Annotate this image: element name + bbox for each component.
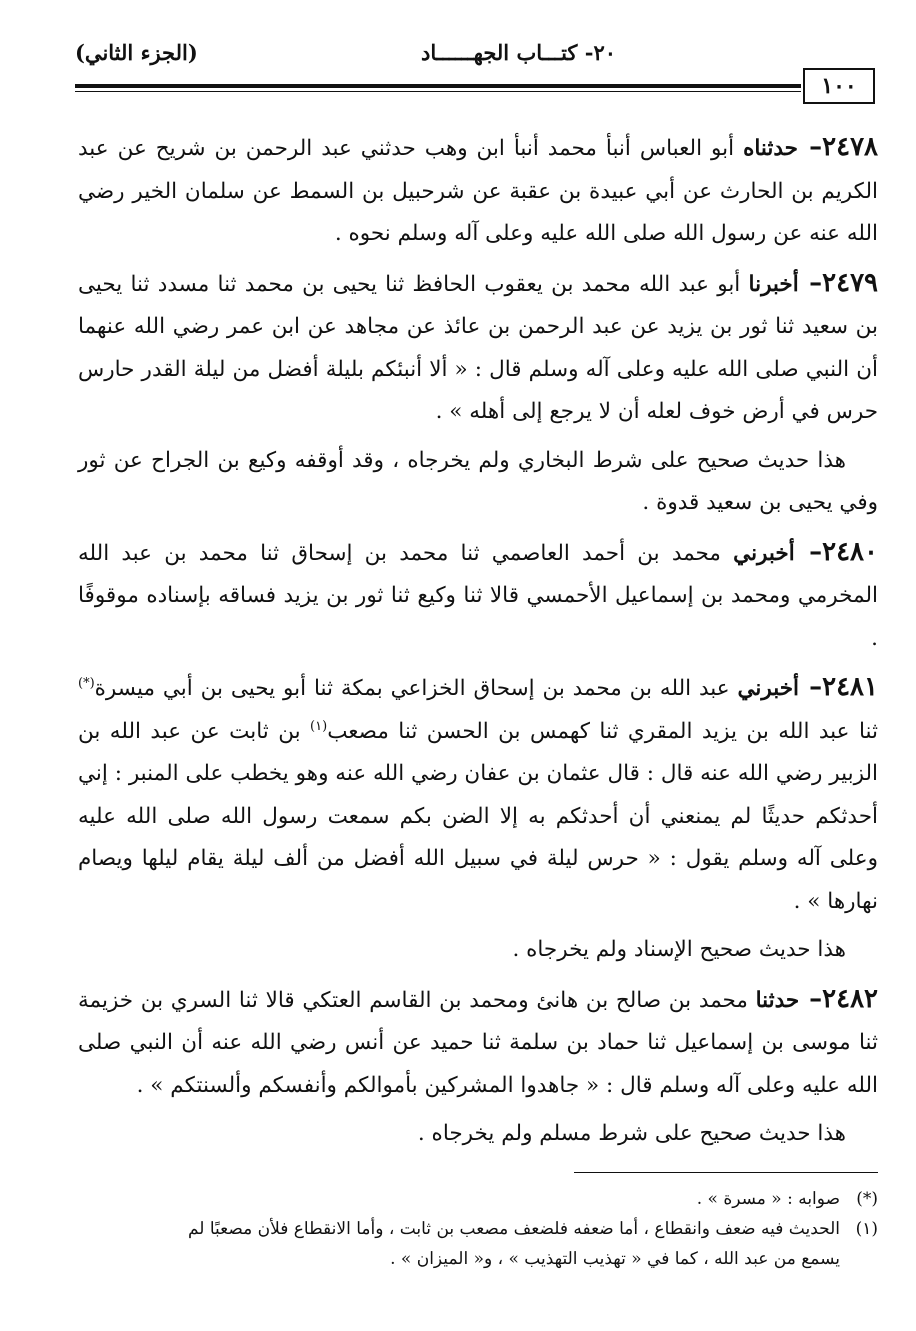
hadith-verdict: هذا حديث صحيح على شرط مسلم ولم يخرجاه . xyxy=(417,1121,846,1146)
hadith-entry: ٢٤٧٨– حدثناه أبو العباس أنبأ محمد أنبأ ابن وهب حدثني عبد الرحمن بن شريح عن عبد الكريم بن الحارث عن أبي عبيدة بن عقبة عن شرحبيل بن السمط عن سلمان الخير رضي الله عنه عن رسول الله صلى الله عليه وعلى آله وسلم نحوه . xyxy=(78,132,878,246)
hadith-verdict: هذا حديث صحيح الإسناد ولم يخرجاه . xyxy=(512,937,846,962)
header-rule-thin xyxy=(75,91,801,92)
chapter-title: ٢٠- كتـــاب الجهــــــاد xyxy=(421,40,616,65)
hadith-text-part: بن ثابت عن عبد الله بن الزبير رضي الله عنه قال : قال عثمان بن عفان رضي الله عنه وهو يخطب على المنبر : إني أحدثكم حديثًا لم يمنعني أن أحدثكم به إلا الضن بكم سمعت رسول الله صلى الله عليه وعلى آله وسلم يقول : « حرس ليلة في سبيل الله أفضل من ألف ليلة يقام ليلها ويصام نهارها » . xyxy=(78,718,878,914)
footnote-text: صوابه : « مسرة » . xyxy=(696,1189,840,1209)
footnotes xyxy=(78,1184,878,1274)
footnote-text: الحديث فيه ضعف وانقطاع ، أما ضعفه فلضعف مصعب بن ثابت ، وأما الانقطاع فلأن مصعبًا لم xyxy=(187,1219,840,1239)
footnote-marker: (*) xyxy=(856,1189,878,1209)
hadith-number: ٢٤٧٩ xyxy=(822,267,878,298)
hadith-number: ٢٤٧٨ xyxy=(822,132,878,162)
hadith-number: ٢٤٨٠ xyxy=(822,536,878,567)
hadith-number: ٢٤٨٢ xyxy=(822,983,878,1014)
footnote-marker: (١) xyxy=(310,718,328,734)
transmission-verb: حدثناه xyxy=(743,136,798,161)
hadith-text: محمد بن أحمد العاصمي ثنا محمد بن إسحاق ثنا محمد بن عبد الله المخرمي ومحمد بن إسماعيل الأحمسي قالا ثنا وكيع ثنا ثور بن يزيد فساقه بإسناده موقوفًا . xyxy=(78,540,878,651)
header-rule-thick xyxy=(75,84,801,88)
volume-label: (الجزء الثاني) xyxy=(75,40,198,65)
footnote-continuation: يسمع من عبد الله ، كما في « تهذيب التهذيب » ، و« الميزان » . xyxy=(390,1249,840,1269)
hadith-entry: ٢٤٨٠– أخبرني محمد بن أحمد العاصمي ثنا محمد بن إسحاق ثنا محمد بن عبد الله المخرمي ومحمد بن إسماعيل الأحمسي قالا ثنا وكيع ثنا ثور بن يزيد فساقه بإسناده موقوفًا . xyxy=(78,536,878,651)
hadith-entry: ٢٤٨١– أخبرني عبد الله بن محمد بن إسحاق الخزاعي بمكة ثنا أبو يحيى بن أبي ميسرة(*) ثنا عبد الله بن يزيد المقري ثنا كهمس بن الحسن ثنا مصعب$^{(١)}$ بن ثابت عن عبد الله بن الزبير رضي الله عنه قال : قال عثمان بن عفان رضي الله عنه وهو يخطب على المنبر : إني أحدثكم حديثًا لم يمنعني أن أحدثكم به إلا الضن بكم سمعت رسول الله صلى الله عليه وعلى آله وسلم يقول : « حرس ليلة في سبيل الله أفضل من ألف ليلة يقام ليلها ويصام نهارها » . xyxy=(78,672,878,914)
hadith-number: ٢٤٨١ xyxy=(822,672,878,702)
footnote xyxy=(78,1214,878,1244)
hadith-text: أبو العباس أنبأ محمد أنبأ ابن وهب حدثني عبد الرحمن بن شريح عن عبد الكريم بن الحارث عن أبي عبيدة بن عقبة عن شرحبيل بن السمط عن سلمان الخير رضي الله عنه عن رسول الله صلى الله عليه وعلى آله وسلم نحوه . xyxy=(78,136,878,246)
running-header xyxy=(75,40,878,72)
page-number-box xyxy=(803,68,875,104)
hadith-text: أبو عبد الله محمد بن يعقوب الحافظ ثنا يحيى بن محمد ثنا مسدد ثنا يحيى بن سعيد ثنا ثور بن يزيد عن عبد الرحمن بن عائذ عن مجاهد عن ابن عمر رضي الله عنهما أن النبي صلى الله عليه وعلى آله وسلم قال : « ألا أنبئكم بليلة أفضل من ليلة القدر حارس حرس في أرض خوف لعله أن لا يرجع إلى أهله » . xyxy=(78,271,878,424)
page-number: ١٠٠ xyxy=(821,73,857,99)
transmission-verb: أخبرني xyxy=(733,540,795,566)
hadith-text-part: ثنا عبد الله بن يزيد المقري ثنا كهمس بن الحسن ثنا مصعب xyxy=(327,718,878,744)
hadith-verdict: هذا حديث صحيح على شرط البخاري ولم يخرجاه ، وقد أوقفه وكيع بن الجراح عن ثور وفي يحيى بن سعيد قدوة . xyxy=(78,447,878,515)
hadith-entry: ٢٤٨٢– حدثنا محمد بن صالح بن هانئ ومحمد بن القاسم العتكي قالا ثنا السري بن خزيمة ثنا موسى بن إسماعيل ثنا حماد بن سلمة ثنا حميد عن أنس رضي الله عنه أن النبي صلى الله عليه وعلى آله وسلم قال : « جاهدوا المشركين بأموالكم وأنفسكم وألسنتكم » . xyxy=(78,983,878,1098)
hadith-text: محمد بن صالح بن هانئ ومحمد بن القاسم العتكي قالا ثنا السري بن خزيمة ثنا موسى بن إسماعيل ثنا حماد بن سلمة ثنا حميد عن أنس رضي الله عنه أن النبي صلى الله عليه وعلى آله وسلم قال : « جاهدوا المشركين بأموالكم وأنفسكم وألسنتكم » . xyxy=(78,987,878,1098)
footnote-marker: (*) xyxy=(78,675,95,691)
main-text xyxy=(78,126,878,1156)
hadith-entry: ٢٤٧٩– أخبرنا أبو عبد الله محمد بن يعقوب الحافظ ثنا يحيى بن محمد ثنا مسدد ثنا يحيى بن سعيد ثنا ثور بن يزيد عن عبد الرحمن بن عائذ عن مجاهد عن ابن عمر رضي الله عنهما أن النبي صلى الله عليه وعلى آله وسلم قال : « ألا أنبئكم بليلة أفضل من ليلة القدر حارس حرس في أرض خوف لعله أن لا يرجع إلى أهله » . xyxy=(78,267,878,424)
footnote xyxy=(78,1184,878,1214)
hadith-text-part: عبد الله بن محمد بن إسحاق الخزاعي بمكة ثنا أبو يحيى بن أبي ميسرة xyxy=(94,676,730,701)
transmission-verb: أخبرني xyxy=(737,676,800,701)
footnote-rule xyxy=(574,1172,878,1173)
transmission-verb: حدثنا xyxy=(755,987,800,1013)
transmission-verb: أخبرنا xyxy=(748,271,799,297)
footnote-marker: (١) xyxy=(855,1219,878,1239)
